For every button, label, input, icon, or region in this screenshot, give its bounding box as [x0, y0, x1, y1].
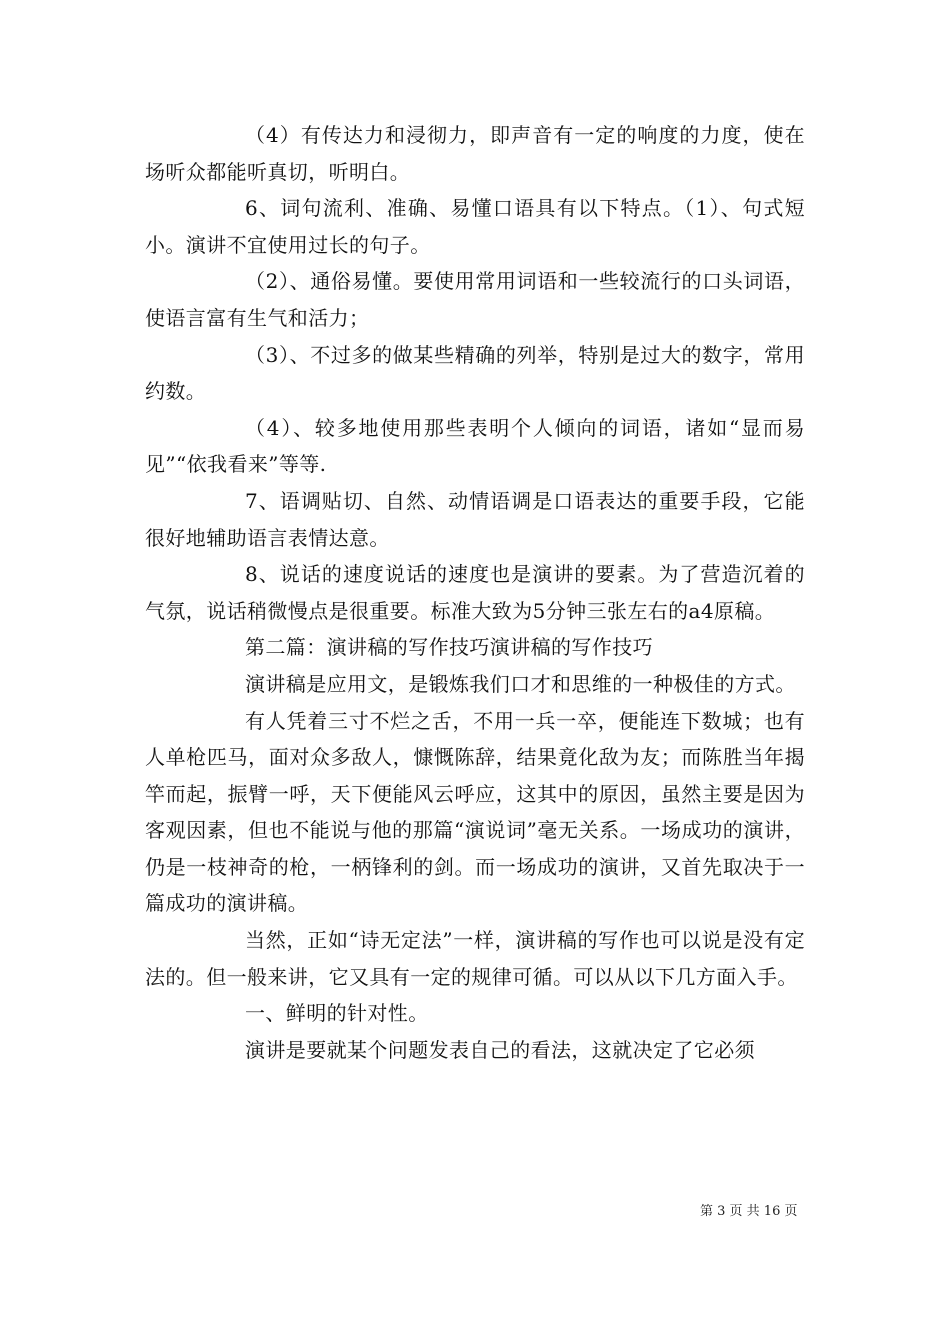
subheading: 一、鲜明的针对性。 — [245, 1001, 429, 1026]
paragraph: 演讲稿是应用文，是锻炼我们口才和思维的一种极佳的方式。 — [245, 671, 796, 696]
document-body — [145, 117, 805, 1068]
paragraph: 演讲是要就某个问题发表自己的看法，这就决定了它必须 — [245, 1037, 755, 1062]
paragraph: 6、词句流利、准确、易懂口语具有以下特点。（1）、句式短小。演讲不宜使用过长的句子。 — [145, 196, 805, 257]
paragraph: 8、说话的速度说话的速度也是演讲的要素。为了营造沉着的气氛，说话稍微慢点是很重要。标准大致为5分钟三张左右的a4原稿。 — [145, 562, 805, 623]
paragraph: （4）有传达力和浸彻力，即声音有一定的响度的力度，使在场听众都能听真切，听明白。 — [145, 123, 805, 184]
paragraph: （2）、通俗易懂。要使用常用词语和一些较流行的口头词语，使语言富有生气和活力； — [145, 269, 805, 330]
paragraph: 有人凭着三寸不烂之舌，不用一兵一卒，便能连下数城；也有人单枪匹马，面对众多敌人，慷慨陈辞，结果竟化敌为友；而陈胜当年揭竿而起，振臂一呼，天下便能风云呼应，这其中的原因，虽然主要是因为客观因素，但也不能说与他的那篇“演说词”毫无关系。一场成功的演讲，仍是一枝神奇的枪，一柄锋利的剑。而一场成功的演讲，又首先取决于一篇成功的演讲稿。 — [145, 708, 805, 916]
paragraph: （4）、较多地使用那些表明个人倾向的词语，诸如“显而易见”“依我看来”等等. — [145, 415, 805, 477]
paragraph: 当然，正如“诗无定法”一样，演讲稿的写作也可以说是没有定法的。但一般来讲，它又具有一定的规律可循。可以从以下几方面入手。 — [145, 928, 805, 989]
paragraph: （3）、不过多的做某些精确的列举，特别是过大的数字，常用约数。 — [145, 342, 805, 404]
paragraph: 7、语调贴切、自然、动情语调是口语表达的重要手段，它能很好地辅助语言表情达意。 — [145, 488, 805, 550]
page-number-footer: 第 3 页 共 16 页 — [700, 1204, 798, 1219]
section-heading: 第二篇：演讲稿的写作技巧演讲稿的写作技巧 — [245, 635, 653, 660]
